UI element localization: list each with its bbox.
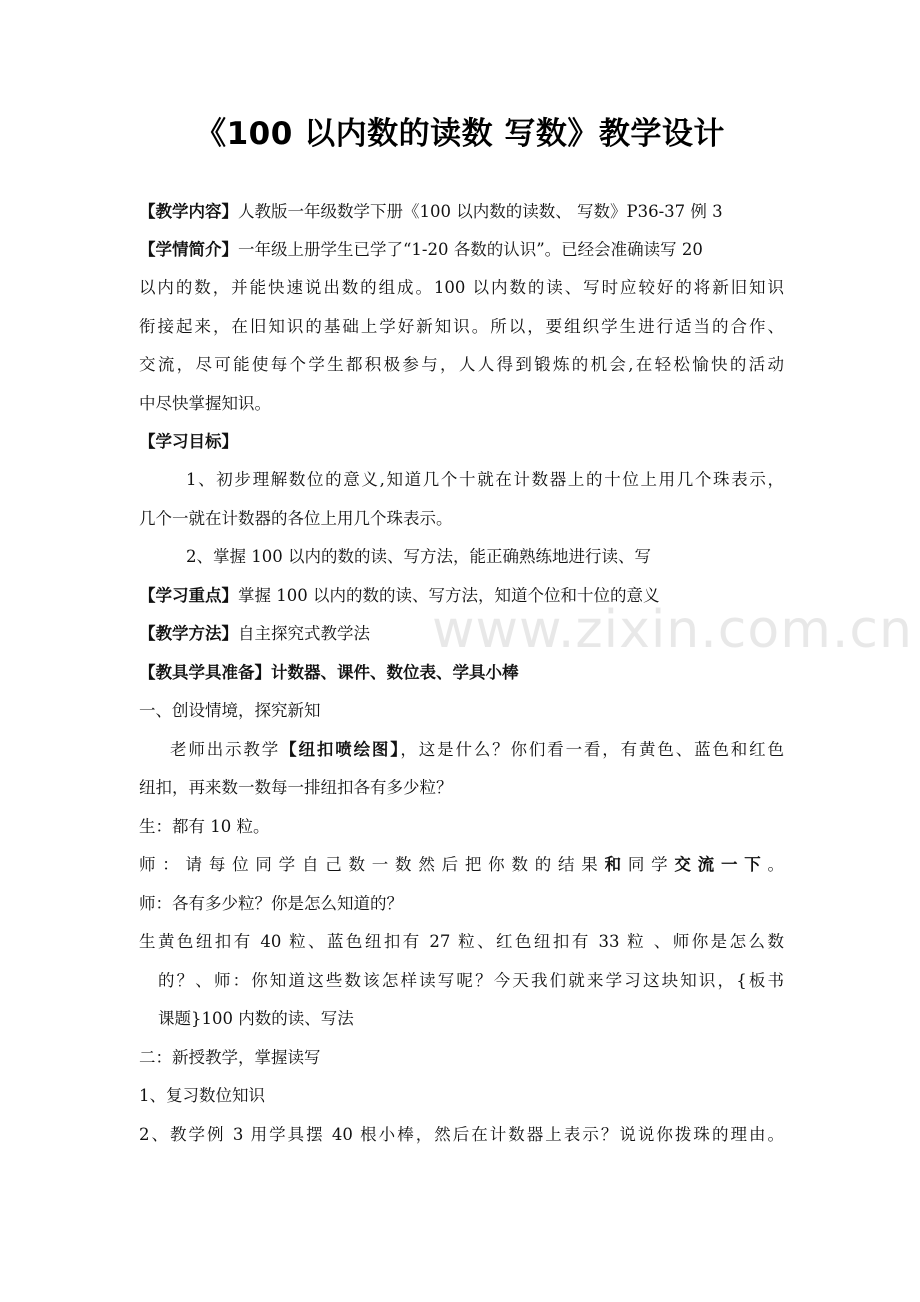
teacher-line-2: 师：各有多少粒？你是怎么知道的？ — [139, 894, 403, 913]
materials-text: 计数器、课件、数位表、学具小棒 — [271, 663, 519, 682]
situation-line-1 — [139, 240, 784, 260]
content-label: 【教学内容】 — [139, 202, 238, 221]
goal-1-line-1: 1、初步理解数位的意义,知道几个十就在计数器上的十位上用几个珠表示， — [186, 470, 784, 489]
teacher-line-1 — [139, 855, 784, 875]
para-1-part-b: 【纽扣喷绘图】 — [280, 740, 401, 759]
key-points-label: 【学习重点】 — [139, 586, 238, 605]
section-1-para-1-line-2: 纽扣，再来数一数每一排纽扣各有多少粒？ — [139, 778, 453, 797]
teacher-1-part-c: 同学 — [627, 855, 675, 874]
content-text: 人教版一年级数学下册《100 以内数的读数、 写数》P36-37 例 3 — [238, 202, 723, 221]
teacher-1-part-e: 。 — [767, 855, 785, 874]
situation-line-3: 衔接起来，在旧知识的基础上学好新知识。所以，要组织学生进行适当的合作、 — [139, 317, 784, 336]
student-reply-2-line-1: 生黄色纽扣有 40 粒、蓝色纽扣有 27 粒、红色纽扣有 33 粒 、师你是怎么数 — [139, 932, 784, 951]
student-reply-1: 生：都有 10 粒。 — [139, 817, 270, 836]
situation-line-4: 交流，尽可能使每个学生都积极参与，人人得到锻炼的机会,在轻松愉快的活动 — [139, 355, 784, 374]
para-1-part-a: 老师出示教学 — [170, 740, 281, 759]
section-1-heading: 一、创设情境，探究新知 — [139, 701, 321, 720]
key-points-line — [139, 586, 784, 606]
goal-1-line-2: 几个一就在计数器的各位上用几个珠表示。 — [139, 509, 453, 528]
student-reply-2-line-2: 的？、师：你知道这些数该怎样读写呢？今天我们就来学习这块知识，{板书 — [158, 971, 784, 990]
situation-text-1: 一年级上册学生已学了“1-20 各数的认识”。已经会准确读写 20 — [238, 240, 703, 259]
section-1-para-1-line-1 — [170, 740, 784, 760]
materials-line — [139, 663, 784, 683]
para-1-part-c: ，这是什么？你们看一看，有黄色、蓝色和红色 — [400, 740, 785, 759]
section-2-item-1: 1、复习数位知识 — [139, 1086, 265, 1105]
method-label: 【教学方法】 — [139, 624, 238, 643]
goal-2: 2、掌握 100 以内的数的读、写方法，能正确熟练地进行读、写 — [186, 547, 651, 566]
goals-label: 【学习目标】 — [139, 432, 238, 451]
situation-label: 【学情简介】 — [139, 240, 238, 259]
section-2-heading: 二：新授教学，掌握读写 — [139, 1048, 321, 1067]
teacher-1-part-a: 师：请每位同学自己数一数然后把你数的结果 — [139, 855, 605, 874]
section-2-item-2: 2、教学例 3 用学具摆 40 根小棒，然后在计数器上表示？说说你拨珠的理由。 — [139, 1125, 784, 1144]
document-title: 《100 以内数的读数 写数》教学设计 — [195, 116, 725, 152]
method-text: 自主探究式教学法 — [238, 624, 370, 643]
situation-line-5: 中尽快掌握知识。 — [139, 394, 271, 413]
method-line — [139, 624, 784, 644]
watermark: www.zixin.com.cn — [432, 600, 913, 660]
content-line — [139, 202, 784, 222]
key-points-text: 掌握 100 以内的数的读、写方法，知道个位和十位的意义 — [238, 586, 660, 605]
teacher-1-part-d: 交流一下 — [674, 855, 768, 874]
situation-line-2: 以内的数，并能快速说出数的组成。100 以内数的读、写时应较好的将新旧知识 — [139, 278, 784, 297]
materials-label: 【教具学具准备】 — [139, 663, 271, 682]
teacher-1-part-b: 和 — [604, 855, 628, 874]
student-reply-2-line-3: 课题}100 内数的读、写法 — [158, 1009, 354, 1028]
